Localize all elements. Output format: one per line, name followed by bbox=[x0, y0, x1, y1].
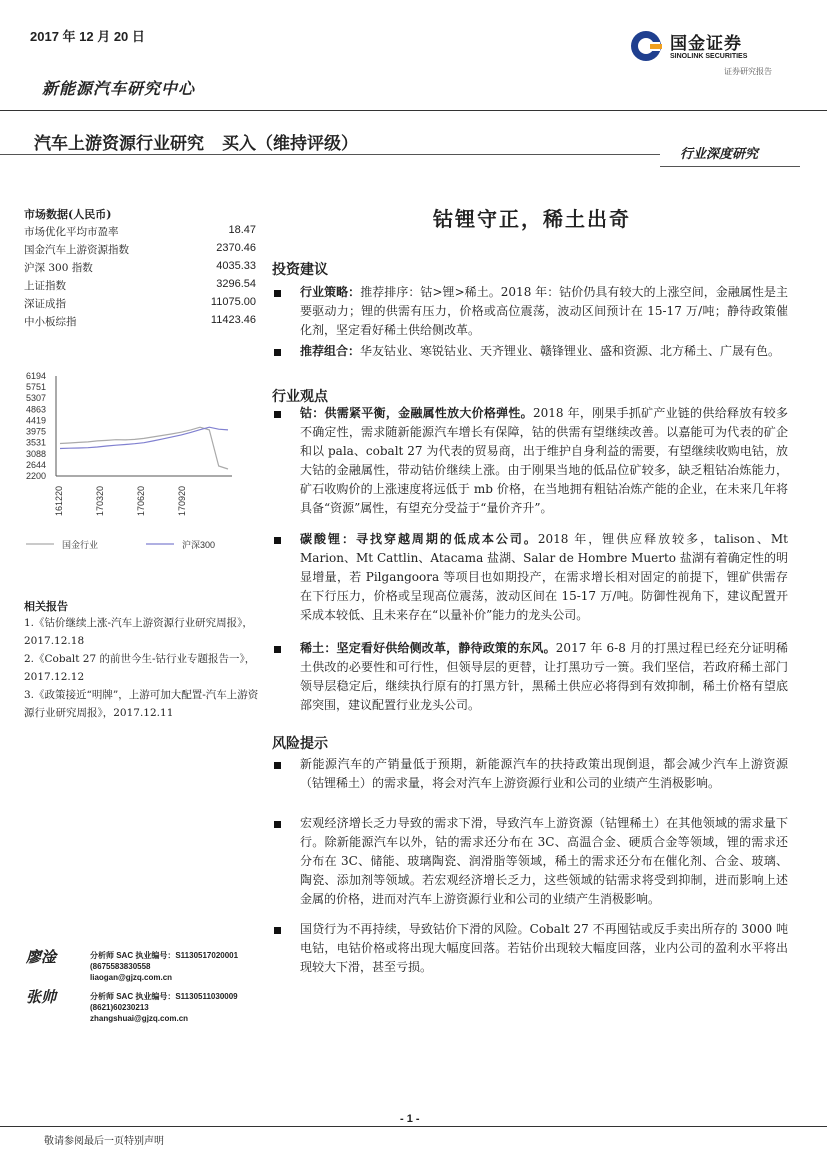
paragraph: 新能源汽车的产销量低于预期，新能源汽车的扶持政策出现倒退，都会减少汽车上游资源（钴锂稀土）的需求量，将会对汽车上游资源行业和公司的业绩产生消极影响。 bbox=[300, 757, 788, 790]
report-type: 行业深度研究 bbox=[680, 147, 759, 162]
related-report-item[interactable]: 1.《钴价继续上涨-汽车上游资源行业研究周报》，2017.12.18 bbox=[24, 617, 253, 647]
research-center: 新能源汽车研究中心 bbox=[42, 79, 196, 98]
market-data-title: 市场数据(人民币) bbox=[24, 208, 112, 221]
analyst-info: 分析师 SAC 执业编号：S1130517020001 (8675583830558 liaogan@gjzq.com.cn bbox=[90, 951, 239, 982]
bullet-icon bbox=[274, 290, 281, 297]
y-tick-label: 2200 bbox=[26, 471, 47, 481]
market-row: 市场优化平均市盈率 18.47 bbox=[24, 224, 256, 238]
analyst-name: 廖淦 bbox=[26, 948, 57, 966]
bullet-icon bbox=[274, 537, 281, 544]
related-reports-title: 相关报告 bbox=[24, 600, 68, 613]
legend-label: 国金行业 bbox=[62, 540, 99, 550]
x-tick-label: 170920 bbox=[177, 485, 187, 516]
y-tick-label: 4419 bbox=[26, 415, 47, 426]
x-tick-label: 161220 bbox=[54, 485, 64, 516]
market-row: 上证指数 3296.54 bbox=[24, 278, 256, 292]
legend-label: 沪深300 bbox=[182, 540, 216, 550]
y-tick-label: 5307 bbox=[26, 393, 47, 404]
bullet-icon bbox=[274, 646, 281, 653]
page-number: - 1 - bbox=[400, 1113, 420, 1125]
index-line-chart bbox=[22, 368, 260, 568]
paragraph: 稀土：坚定看好供给侧改革，静待政策的东风。2017 年 6-8 月的打黑过程已经充分证明稀土供改的必要性和可行性，但领导层的更替，让打黑功亏一篑。我们坚信，若政府稀土部门领导层稳定后，继续执行原有的打黑方针，黑稀土供应必将得到有效抑制，稀土价格有望底部突围，建议配置行业龙头公司。 bbox=[300, 641, 788, 712]
analyst-name: 张帅 bbox=[26, 988, 57, 1006]
y-tick-label: 4863 bbox=[26, 404, 47, 415]
paragraph: 碳酸锂：寻找穿越周期的低成本公司。2018 年，锂供应释放较多，talison、Mt Marion、Mt Cattlin、Atacama 盐湖、Salar de Hombre Muerto 盐湖有着确定性的明显增量，若 Pilgangoora 等项目也如期投产，在需求增长相对固定的前提下，锂矿供需存在下行压力，价格或呈现高位震荡，波动区间在 15-17 万/吨。防御性视角下，建议配置开采成本较低、且未来存在“以量补价”能力的龙头公司。 bbox=[300, 532, 788, 622]
y-tick-label: 6194 bbox=[26, 371, 47, 381]
market-row: 国金汽车上游资源指数 2370.46 bbox=[24, 242, 256, 256]
report-title-line bbox=[34, 129, 376, 154]
y-tick-label: 5751 bbox=[26, 382, 47, 393]
related-report-item[interactable]: 2.《Cobalt 27 的前世今生-钴行业专题报告一》，2017.12.12 bbox=[24, 653, 256, 683]
section-heading: 行业观点 bbox=[272, 389, 328, 405]
type-rule bbox=[660, 166, 800, 167]
bullet-icon bbox=[274, 821, 281, 828]
header-rule bbox=[0, 110, 827, 111]
market-row: 沪深 300 指数 4035.33 bbox=[24, 260, 256, 274]
x-tick-label: 170320 bbox=[95, 485, 105, 516]
report-date: 2017 年 12 月 20 日 bbox=[30, 29, 145, 44]
y-tick-label: 3088 bbox=[26, 448, 47, 459]
related-report-item[interactable]: 3.《政策接近“明牌”，上游可加大配置-汽车上游资源行业研究周报》，2017.12.11 bbox=[24, 689, 259, 719]
logo-text: 国金证券 bbox=[670, 34, 742, 53]
market-row: 中小板综指 11423.46 bbox=[24, 314, 256, 328]
logo-english: SINOLINK SECURITIES bbox=[670, 53, 748, 60]
x-tick-label: 170620 bbox=[136, 485, 146, 516]
y-tick-label: 2644 bbox=[26, 459, 47, 470]
sinolink-logo-icon bbox=[628, 26, 668, 66]
logo-subtitle: 证券研究报告 bbox=[724, 67, 772, 76]
section-heading: 风险提示 bbox=[272, 736, 328, 752]
y-tick-label: 3975 bbox=[26, 426, 47, 437]
section-heading: 投资建议 bbox=[272, 262, 328, 278]
bullet-icon bbox=[274, 762, 281, 769]
rating: 买入（维持评级） bbox=[222, 134, 358, 153]
paragraph: 钴：供需紧平衡，金融属性放大价格弹性。2018 年，刚果手抓矿产业链的供给释放有较多不确定性，需求随新能源汽车增长有保障，钴的供需有望继续改善。以嘉能可为代表的矿企和以 pala、cobalt 27 为代表的贸易商，出于维护自身利益的需要，有望继续收购电钴，放大钴的金融属性，带动钴价继续上涨。由于刚果当地的低品位矿较多，缺乏粗钴冶炼能力，矿石收购价的上涨速度将远低于 mb 价格，在当地拥有粗钴冶炼产能的企业，在未来几年将具备“资源”属性，有望充分受益于“量价齐升”。 bbox=[300, 406, 788, 515]
market-row: 深证成指 11075.00 bbox=[24, 296, 256, 310]
paragraph: 行业策略：推荐排序：钴>锂>稀土。2018 年：钴价仍具有较大的上涨空间，金融属性是主要驱动力；锂的供需有压力，价格或高位震荡，波动区间预计在 15-17 万/吨；静待政策催化剂，坚定看好稀土供给侧改革。 bbox=[300, 285, 788, 337]
disclaimer-note: 敬请参阅最后一页特别声明 bbox=[44, 1136, 164, 1147]
bullet-icon bbox=[274, 411, 281, 418]
bullet-icon bbox=[274, 349, 281, 356]
paragraph: 推荐组合：华友钴业、寒锐钴业、天齐锂业、赣锋锂业、盛和资源、北方稀土、广晟有色。 bbox=[300, 344, 781, 358]
y-tick-label: 3531 bbox=[26, 437, 47, 448]
paragraph: 宏观经济增长乏力导致的需求下滑，导致汽车上游资源（钴锂稀土）在其他领域的需求量下行。除新能源汽车以外，钴的需求还分布在 3C、高温合金、硬质合金等领域，锂的需求还分布在 3C、储能、玻璃陶瓷、润滑脂等领域，稀土的需求还分布在催化剂、合金、玻璃、陶瓷、添加剂等领域。若宏观经济增长乏力，这些领域的钴需求将受到抑制，进而影响上述金属的价格，进而对汽车上游资源行业和公司的业绩产生消极影响。 bbox=[300, 816, 788, 906]
title-rule bbox=[0, 154, 660, 155]
paragraph: 国贷行为不再持续，导致钴价下滑的风险。Cobalt 27 不再囤钴或反手卖出所存的 3000 吨电钴，电钴价格或将出现大幅度回落。若钴价出现较大幅度回落，业内公司的盈利水平将出现较大下滑，甚至亏损。 bbox=[300, 922, 788, 974]
main-title: 钴锂守正，稀土出奇 bbox=[433, 207, 631, 231]
industry-name: 汽车上游资源行业研究 bbox=[34, 134, 204, 153]
footer-rule bbox=[0, 1126, 827, 1127]
analyst-info: 分析师 SAC 执业编号：S1130511030009 (8621)60230213 zhangshuai@gjzq.com.cn bbox=[90, 992, 238, 1023]
bullet-icon bbox=[274, 927, 281, 934]
